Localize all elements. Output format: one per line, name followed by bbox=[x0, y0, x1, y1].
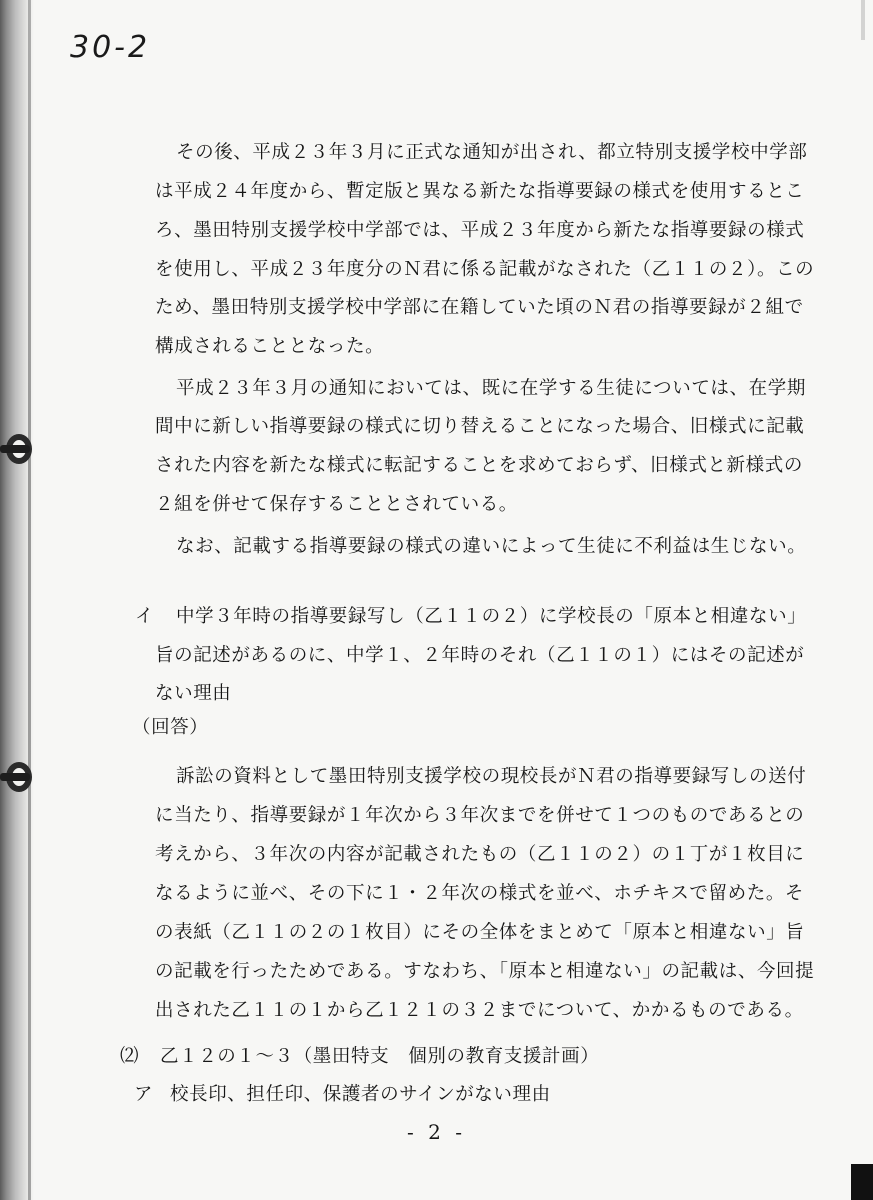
binder-clip-icon bbox=[0, 428, 40, 472]
item-heading-line: 中学３年時の指導要録写し（乙１１の２）に学校長の「原本と相違ない」 bbox=[176, 606, 807, 627]
answer-line: に当たり、指導要録が１年次から３年次までを併せて１つのものであるとの bbox=[155, 805, 805, 826]
paragraph-line: その後、平成２３年３月に正式な通知が出され、都立特別支援学校中学部 bbox=[176, 142, 808, 163]
paragraph-line: なお、記載する指導要録の様式の違いによって生徒に不利益は生じない。 bbox=[176, 536, 807, 557]
handwritten-page-id: 30-2 bbox=[70, 30, 151, 65]
answer-line: なるように並べ、その下に１・２年次の様式を並べ、ホチキスで留めた。そ bbox=[155, 883, 805, 904]
paragraph-line: を使用し、平成２３年度分のＮ君に係る記載がなされた（乙１１の２）。この bbox=[155, 259, 815, 280]
item-marker: ア bbox=[134, 1084, 154, 1105]
paragraph-line: ２組を併せて保存することとされている。 bbox=[155, 494, 518, 515]
answer-line: 考えから、３年次の内容が記載されたもの（乙１１の２）の１丁が１枚目に bbox=[155, 844, 805, 865]
answer-label: （回答） bbox=[132, 717, 209, 738]
answer-line: 出された乙１１の１から乙１２１の３２までについて、かかるものである。 bbox=[155, 1000, 804, 1021]
item-heading: 校長印、担任印、保護者のサインがない理由 bbox=[170, 1084, 551, 1105]
scan-edge-mark bbox=[861, 0, 865, 40]
paragraph-line: ため、墨田特別支援学校中学部に在籍していた頃のＮ君の指導要録が２組で bbox=[155, 297, 804, 318]
paragraph-line: ろ、墨田特別支援学校中学部では、平成２３年度から新たな指導要録の様式 bbox=[155, 220, 805, 241]
section-heading: 乙１２の１～３（墨田特支 個別の教育支援計画） bbox=[160, 1046, 600, 1067]
binder-clip-icon bbox=[0, 756, 40, 800]
paragraph-line: された内容を新たな様式に転記することを求めておらず、旧様式と新様式の bbox=[155, 455, 803, 476]
page-number: - 2 - bbox=[407, 1120, 466, 1144]
binding-edge bbox=[28, 0, 31, 1200]
item-marker: イ bbox=[135, 606, 155, 627]
item-heading-line: 旨の記述があるのに、中学１、２年時のそれ（乙１１の１）にはその記述が bbox=[155, 645, 805, 666]
scan-corner-mark bbox=[851, 1164, 873, 1200]
answer-line: 訴訟の資料として墨田特別支援学校の現校長がＮ君の指導要録写しの送付 bbox=[176, 766, 807, 787]
paragraph-line: 平成２３年３月の通知においては、既に在学する生徒については、在学期 bbox=[176, 378, 806, 399]
item-heading-line: ない理由 bbox=[155, 683, 232, 704]
answer-line: の表紙（乙１１の２の１枚目）にその全体をまとめて「原本と相違ない」旨 bbox=[155, 922, 805, 943]
section-marker: ⑵ bbox=[120, 1046, 140, 1067]
paragraph-line: 構成されることとなった。 bbox=[155, 336, 385, 357]
paragraph-line: 間中に新しい指導要録の様式に切り替えることになった場合、旧様式に記載 bbox=[155, 416, 805, 437]
answer-line: の記載を行ったためである。すなわち、「原本と相違ない」の記載は、今回提 bbox=[155, 961, 815, 982]
paragraph-line: は平成２４年度から、暫定版と異なる新たな指導要録の様式を使用するとこ bbox=[155, 181, 805, 202]
